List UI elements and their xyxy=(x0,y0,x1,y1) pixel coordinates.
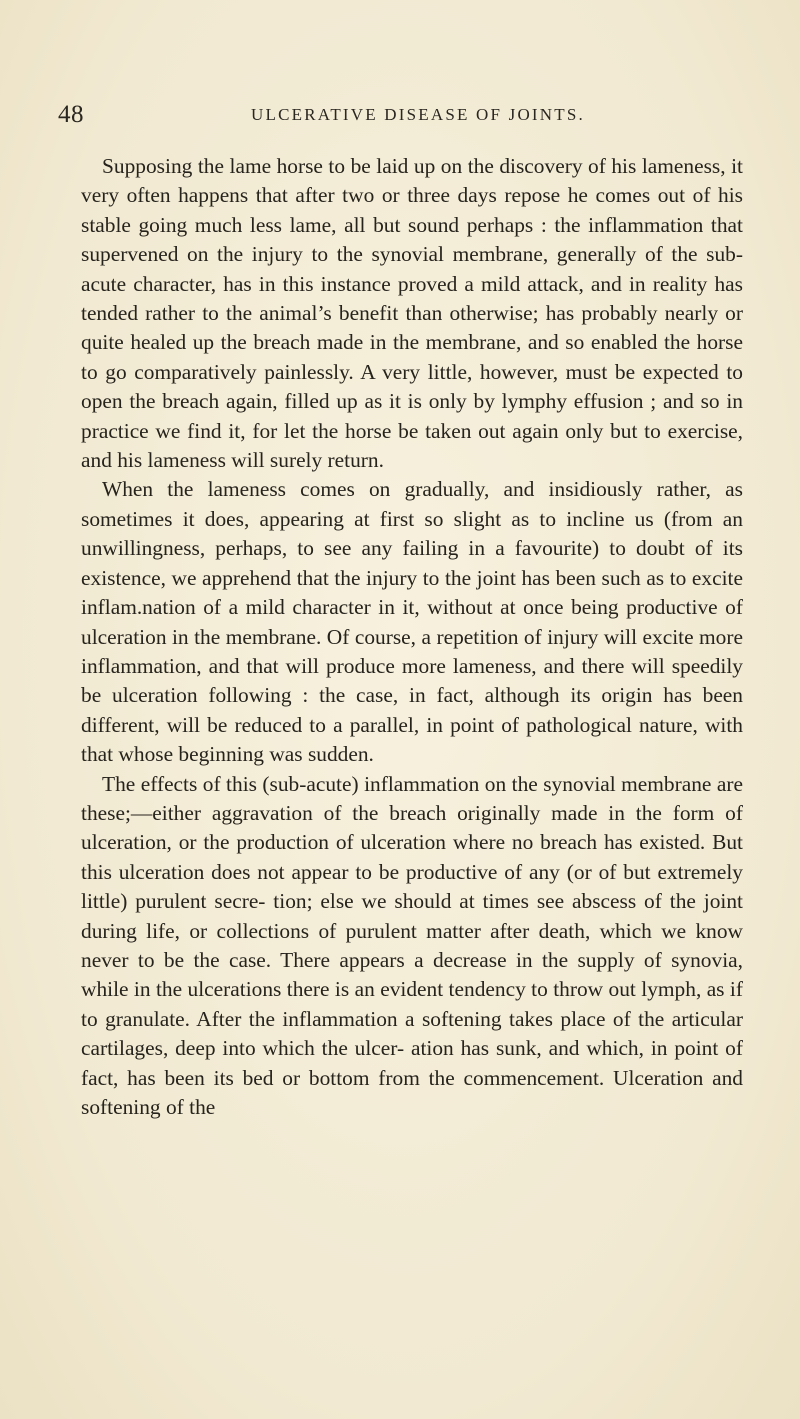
page-number: 48 xyxy=(58,101,84,128)
paragraph-3: The effects of this (sub-acute) inflammation on the synovial membrane are these;—either aggravation of the breach originally made in the form of ulceration, or the production of ulceration where no breach has existed. But this ulceration does not appear to be productive of any (or of but extremely little) purulent secre- tion; else we should at times see abscess of the joint during life, or collections of purulent matter after death, which we know never to be the case. There appears a decrease in the supply of synovia, while in the ulcerations there is an evident tendency to throw out lymph, as if to granulate. After the inflammation a softening takes place of the articular cartilages, deep into which the ulcer- ation has sunk, and which, in point of fact, has been its bed or bottom from the commencement. Ulceration and softening of the xyxy=(81,771,743,1119)
paragraph-2: When the lameness comes on gradually, and insidiously rather, as sometimes it does, appearing at first so slight as to incline us (from an unwillingness, perhaps, to see any failing in a favourite) to doubt of its existence, we apprehend that the injury to the joint has been such as to excite inflam.nation of a mild character in it, without at once being productive of ulceration in the membrane. Of course, a repetition of injury will excite more inflammation, and that will produce more lameness, and there will speedily be ulceration following : the case, in fact, although its origin has been different, will be reduced to a parallel, in point of pathological nature, with that whose beginning was sudden. xyxy=(81,477,743,767)
paragraph-1: Supposing the lame horse to be laid up on the discovery of his lameness, it very often happens that after two or three days repose he comes out of his stable going much less lame, all but sound perhaps : the inflammation that supervened on the injury to the synovial membrane, generally of the sub-acute character, has in this instance proved a mild attack, and in reality has tended rather to the animal’s benefit than otherwise; has probably nearly or quite healed up the breach made in the membrane, and so enabled the horse to go comparatively painlessly. A very little, however, must be expected to open the breach again, filled up as it is only by lymphy effusion ; and so in practice we find it, for let the horse be taken out again only but to exercise, and his lameness will surely return. xyxy=(81,154,743,473)
body-text xyxy=(81,152,743,1122)
running-head: ULCERATIVE DISEASE OF JOINTS. xyxy=(251,105,585,124)
page-header xyxy=(58,101,748,135)
